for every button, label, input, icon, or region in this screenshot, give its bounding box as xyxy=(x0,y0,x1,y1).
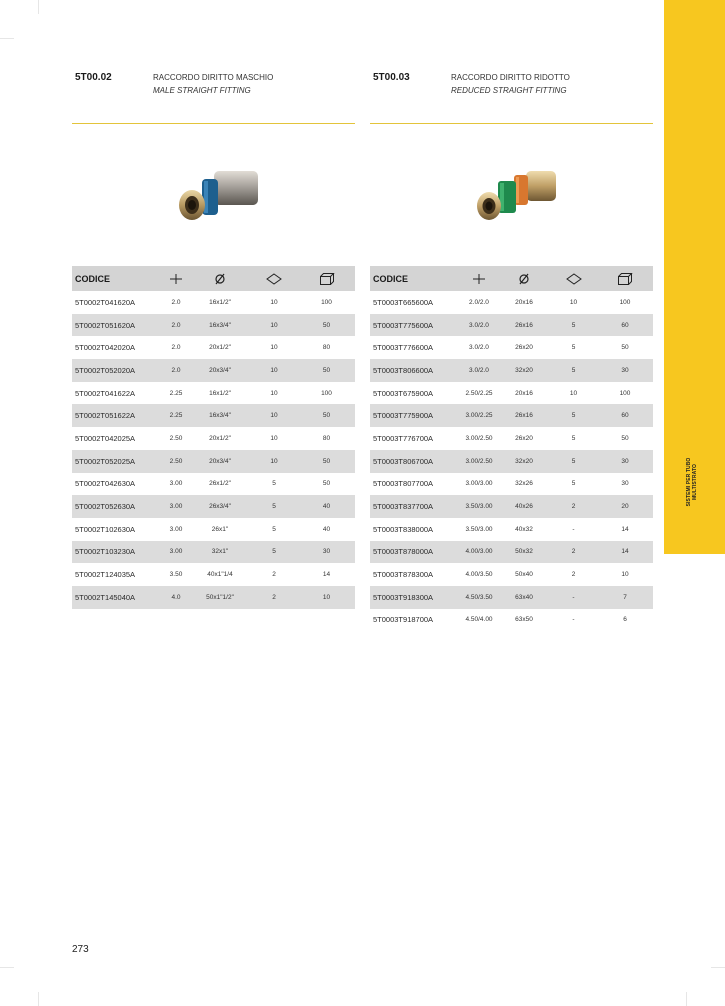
cell-code: 5T0002T124035A xyxy=(75,570,136,580)
table-row xyxy=(370,495,653,518)
cell-pack: 2 xyxy=(272,593,276,601)
cell-pack: 5 xyxy=(571,412,576,420)
cell-diameter: 16x3/4" xyxy=(209,321,231,329)
cell-thickness: 4.00/3.00 xyxy=(465,548,493,556)
product-table-left xyxy=(72,266,355,609)
cell-code: 5T0003T776600A xyxy=(373,343,434,353)
cell-pack: 10 xyxy=(270,457,278,465)
cell-code: 5T0003T807700A xyxy=(373,479,434,489)
cell-code: 5T0002T041620A xyxy=(75,297,136,307)
cell-pack: 10 xyxy=(270,434,278,442)
cell-diameter: 63x50 xyxy=(515,616,533,624)
side-tab-line-2: MULTISTRATO xyxy=(692,463,698,501)
cell-pack: - xyxy=(572,525,575,533)
cell-code: 5T0003T775900A xyxy=(373,411,434,421)
cell-box: 100 xyxy=(321,298,332,306)
cell-box: 60 xyxy=(621,321,629,329)
crop-mark xyxy=(38,0,39,14)
table-row xyxy=(72,382,355,405)
cell-diameter: 20x1/2" xyxy=(209,434,231,442)
cell-diameter: 50x32 xyxy=(515,548,533,556)
page-number: 273 xyxy=(72,944,89,955)
box-quantity-icon xyxy=(298,266,355,291)
cell-pack: 5 xyxy=(571,366,576,374)
cell-thickness: 3.0/2.0 xyxy=(469,366,489,374)
cell-pack: 10 xyxy=(270,344,278,352)
cell-diameter: 16x1/2" xyxy=(209,389,231,397)
cell-diameter: 20x16 xyxy=(515,298,533,306)
cell-box: 10 xyxy=(621,571,629,579)
cell-thickness: 3.0/2.0 xyxy=(469,321,489,329)
reduced-straight-fitting-image xyxy=(474,163,564,225)
cell-diameter: 26x3/4" xyxy=(209,503,231,511)
cell-box: 10 xyxy=(322,593,331,601)
diameter-icon xyxy=(190,266,250,291)
cell-diameter: 20x16 xyxy=(515,389,533,397)
table-row xyxy=(72,336,355,359)
table-row xyxy=(72,291,355,314)
cell-diameter: 20x3/4" xyxy=(209,366,231,374)
table-row xyxy=(370,336,653,359)
cell-pack: 2 xyxy=(571,571,576,579)
table-header-row xyxy=(370,266,653,291)
cell-pack: 10 xyxy=(569,389,578,397)
product-title-italian: RACCORDO DIRITTO MASCHIO xyxy=(153,73,274,82)
table-row xyxy=(72,541,355,564)
crop-mark xyxy=(0,38,14,39)
cell-box: 100 xyxy=(321,389,332,397)
cell-code: 5T0003T806700A xyxy=(373,456,434,466)
cell-thickness: 3.50/3.00 xyxy=(465,503,493,511)
table-row xyxy=(370,541,653,564)
table-row xyxy=(72,314,355,337)
cell-pack: 5 xyxy=(272,525,276,533)
cell-box: 80 xyxy=(322,344,331,352)
cell-box: 50 xyxy=(322,366,331,374)
section-rule xyxy=(370,123,653,124)
table-row xyxy=(370,609,653,632)
cell-thickness: 3.00 xyxy=(169,503,183,511)
cell-diameter: 26x20 xyxy=(515,434,533,442)
cell-box: 80 xyxy=(322,434,331,442)
cell-thickness: 3.00 xyxy=(169,525,183,533)
cell-code: 5T0002T103230A xyxy=(75,547,136,557)
cell-pack: 5 xyxy=(571,434,576,442)
cell-pack: 5 xyxy=(272,503,276,511)
cell-diameter: 26x16 xyxy=(515,412,533,420)
cell-pack: 2 xyxy=(272,571,276,579)
cell-box: 100 xyxy=(619,389,631,397)
cell-code: 5T0003T878000A xyxy=(373,547,434,557)
table-row xyxy=(370,359,653,382)
table-row xyxy=(370,563,653,586)
cell-code: 5T0002T052025A xyxy=(75,456,136,466)
crop-mark xyxy=(38,992,39,1006)
cell-thickness: 2.50 xyxy=(169,457,183,465)
cell-thickness: 3.00/2.50 xyxy=(465,457,493,465)
cell-pack: 5 xyxy=(571,457,576,465)
cell-thickness: 2.50 xyxy=(169,434,183,442)
cell-box: 50 xyxy=(322,412,331,420)
cell-box: 100 xyxy=(619,298,631,306)
cell-box: 14 xyxy=(322,571,331,579)
cell-box: 30 xyxy=(621,457,629,465)
cell-diameter: 40x32 xyxy=(515,525,533,533)
cell-box: 30 xyxy=(322,548,331,556)
crop-mark xyxy=(0,967,14,968)
cell-box: 50 xyxy=(621,434,629,442)
cell-box: 50 xyxy=(621,344,629,352)
cell-code: 5T0002T145040A xyxy=(75,592,136,602)
thickness-icon xyxy=(162,266,190,291)
diameter-icon xyxy=(498,266,550,291)
cell-box: 14 xyxy=(621,525,629,533)
cell-thickness: 2.50/2.25 xyxy=(465,389,493,397)
cell-code: 5T0003T837700A xyxy=(373,502,434,512)
cell-pack: - xyxy=(572,616,575,624)
cell-diameter: 26x16 xyxy=(515,321,533,329)
table-row xyxy=(72,563,355,586)
cell-box: 14 xyxy=(621,548,629,556)
cell-thickness: 2.25 xyxy=(169,389,183,397)
cell-code: 5T0002T041622A xyxy=(75,388,136,398)
cell-diameter: 16x3/4" xyxy=(209,412,231,420)
column-header-code: CODICE xyxy=(373,273,409,284)
cell-box: 20 xyxy=(621,503,629,511)
cell-thickness: 2.0 xyxy=(171,344,181,352)
cell-box: 7 xyxy=(623,593,627,601)
cell-diameter: 32x20 xyxy=(515,366,533,374)
product-table-right xyxy=(370,266,653,631)
cell-code: 5T0003T806600A xyxy=(373,365,434,375)
thickness-icon xyxy=(460,266,498,291)
cell-box: 50 xyxy=(322,480,331,488)
cell-code: 5T0003T918700A xyxy=(373,615,434,625)
cell-diameter: 16x1/2" xyxy=(209,298,231,306)
cell-pack: 5 xyxy=(571,344,576,352)
cell-thickness: 3.00/2.25 xyxy=(465,412,493,420)
cell-pack: 5 xyxy=(272,548,276,556)
cell-diameter: 20x3/4" xyxy=(209,457,231,465)
cell-code: 5T0003T878300A xyxy=(373,570,434,580)
side-tab xyxy=(664,0,725,554)
cell-thickness: 3.00/3.00 xyxy=(465,480,493,488)
package-pieces-icon xyxy=(250,266,298,291)
cell-diameter: 32x26 xyxy=(515,480,533,488)
cell-thickness: 3.0/2.0 xyxy=(469,344,489,352)
cell-diameter: 50x1"1/2" xyxy=(206,593,234,601)
column-header-code: CODICE xyxy=(75,273,111,284)
cell-thickness: 3.00/2.50 xyxy=(465,434,493,442)
cell-thickness: 4.0 xyxy=(171,593,181,601)
cell-thickness: 4.50/3.50 xyxy=(465,593,493,601)
cell-code: 5T0003T838000A xyxy=(373,524,434,534)
table-row xyxy=(370,427,653,450)
cell-thickness: 3.50 xyxy=(169,571,183,579)
cell-pack: 2 xyxy=(571,548,576,556)
table-row xyxy=(72,359,355,382)
cell-pack: 2 xyxy=(571,503,576,511)
cell-box: 50 xyxy=(322,321,331,329)
product-title-english: REDUCED STRAIGHT FITTING xyxy=(451,86,567,95)
table-row xyxy=(72,473,355,496)
product-title-english: MALE STRAIGHT FITTING xyxy=(153,86,251,95)
cell-thickness: 2.0/2.0 xyxy=(469,298,489,306)
cell-diameter: 26x20 xyxy=(515,344,533,352)
cell-box: 30 xyxy=(621,366,629,374)
cell-pack: 10 xyxy=(270,412,278,420)
table-row xyxy=(370,314,653,337)
cell-box: 60 xyxy=(621,412,629,420)
cell-code: 5T0003T918300A xyxy=(373,592,434,602)
table-header-row xyxy=(72,266,355,291)
cell-diameter: 26x1/2" xyxy=(209,480,231,488)
cell-code: 5T0002T051622A xyxy=(75,411,136,421)
cell-diameter: 40x1"1/4 xyxy=(207,571,233,579)
cell-code: 5T0002T052020A xyxy=(75,365,136,375)
section-rule xyxy=(72,123,355,124)
cell-code: 5T0003T665600A xyxy=(373,297,434,307)
side-tab-label xyxy=(686,458,698,507)
cell-pack: 10 xyxy=(569,298,578,306)
cell-box: 30 xyxy=(621,480,629,488)
table-row xyxy=(370,291,653,314)
table-row xyxy=(370,382,653,405)
table-row xyxy=(370,518,653,541)
cell-code: 5T0003T776700A xyxy=(373,433,434,443)
cell-thickness: 2.25 xyxy=(169,412,183,420)
cell-box: 40 xyxy=(322,503,331,511)
cell-diameter: 32x20 xyxy=(515,457,533,465)
cell-code: 5T0002T042025A xyxy=(75,433,136,443)
table-row xyxy=(370,586,653,609)
table-row xyxy=(72,450,355,473)
cell-thickness: 4.50/4.00 xyxy=(465,616,493,624)
table-row xyxy=(72,427,355,450)
cell-pack: 10 xyxy=(270,389,278,397)
table-row xyxy=(370,404,653,427)
cell-diameter: 26x1" xyxy=(211,525,229,533)
cell-diameter: 50x40 xyxy=(515,571,533,579)
table-row xyxy=(370,473,653,496)
crop-mark xyxy=(686,992,687,1006)
package-pieces-icon xyxy=(550,266,597,291)
cell-code: 5T0002T051620A xyxy=(75,320,136,330)
cell-thickness: 2.0 xyxy=(171,366,181,374)
cell-box: 6 xyxy=(623,616,627,624)
cell-thickness: 3.00 xyxy=(169,548,183,556)
cell-code: 5T0002T102630A xyxy=(75,524,136,534)
cell-pack: 5 xyxy=(272,480,276,488)
cell-thickness: 3.50/3.00 xyxy=(465,525,493,533)
cell-pack: 10 xyxy=(270,298,278,306)
product-title-italian: RACCORDO DIRITTO RIDOTTO xyxy=(451,73,570,82)
cell-diameter: 63x40 xyxy=(515,593,533,601)
cell-diameter: 40x26 xyxy=(515,503,533,511)
side-tab-line-1: SISTEMI PER TUBO xyxy=(686,457,692,507)
table-row xyxy=(72,495,355,518)
cell-code: 5T0002T042630A xyxy=(75,479,136,489)
cell-code: 5T0003T675900A xyxy=(373,388,434,398)
table-row xyxy=(370,450,653,473)
table-row xyxy=(72,404,355,427)
cell-pack: 10 xyxy=(270,321,278,329)
table-row xyxy=(72,518,355,541)
cell-thickness: 2.0 xyxy=(171,321,181,329)
cell-thickness: 4.00/3.50 xyxy=(465,571,493,579)
cell-box: 50 xyxy=(322,457,331,465)
table-row xyxy=(72,586,355,609)
cell-diameter: 32x1" xyxy=(211,548,229,556)
cell-code: 5T0002T042020A xyxy=(75,343,136,353)
product-code: 5T00.03 xyxy=(373,72,410,83)
crop-mark xyxy=(711,967,725,968)
cell-thickness: 2.0 xyxy=(171,298,181,306)
male-straight-fitting-image xyxy=(176,163,266,225)
cell-pack: - xyxy=(572,593,575,601)
box-quantity-icon xyxy=(597,266,653,291)
cell-code: 5T0003T775600A xyxy=(373,320,434,330)
cell-pack: 5 xyxy=(571,480,576,488)
cell-diameter: 20x1/2" xyxy=(209,344,231,352)
cell-pack: 5 xyxy=(571,321,576,329)
cell-code: 5T0002T052630A xyxy=(75,502,136,512)
cell-thickness: 3.00 xyxy=(169,480,183,488)
product-code: 5T00.02 xyxy=(75,72,112,83)
cell-box: 40 xyxy=(322,525,331,533)
cell-pack: 10 xyxy=(270,366,278,374)
